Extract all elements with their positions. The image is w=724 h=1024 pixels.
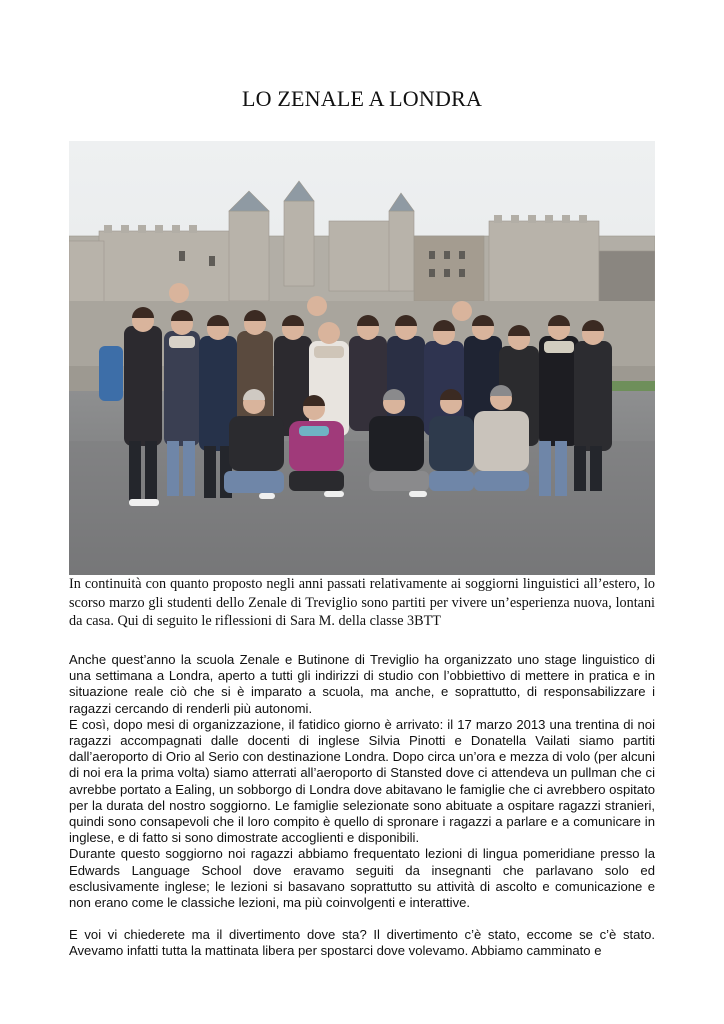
- page-title: LO ZENALE A LONDRA: [241, 86, 483, 111]
- paragraph: E voi vi chiederete ma il divertimento dove sta? Il divertimento c’è stato, eccome se c’è stato. Avevamo infatti tutta la mattinata libera per spostarci dove volevamo. Abbiamo camminato e: [69, 927, 655, 959]
- paragraph: E così, dopo mesi di organizzazione, il fatidico giorno è arrivato: il 17 marzo 2013 una trentina di noi ragazzi accompagnati dalle docenti di inglese Silvia Pinotti e Donatella Vailati siamo partiti dall’aeroporto di Orio al Serio con destinazione Londra. Dopo circa un’ora e mezza di volo (per alcuni di noi era la prima volta) siamo atterrati all’aeroporto di Stansted dove ci attendeva un pullman che ci avrebbe portato a Ealing, un sobborgo di Londra dove abitavano le famiglie che ci avrebbero ospitato per la durata del nostro soggiorno. Le famiglie selezionate sono abituate a ospitare ragazzi stranieri, quindi sono consapevoli che il loro compito è quello di spronare i ragazzi a parlare e a comunicare in inglese, e di fatto si sono dimostrate accoglienti e disponibili.: [69, 716, 655, 846]
- article-body: [69, 652, 655, 960]
- paragraph: Anche quest’anno la scuola Zenale e Butinone di Treviglio ha organizzato uno stage linguistico di una settimana a Londra, aperto a tutti gli indirizzi di studio con l’obbiettivo di mettere in pratica e in situazione reale ciò che si è imparato a scuola, ma anche, e soprattutto, di responsabilizzare i ragazzi cercando di renderli più autonomi.: [69, 652, 655, 716]
- intro-paragraph: In continuità con quanto proposto negli anni passati relativamente ai soggiorni linguistici all’estero, lo scorso marzo gli studenti dello Zenale di Treviglio sono partiti per vivere un’esperienza nuova, lontani da casa. Qui di seguito le riflessioni di Sara M. della classe 3BTT: [69, 576, 655, 629]
- group-photo: [69, 141, 655, 575]
- paragraph: Durante questo soggiorno noi ragazzi abbiamo frequentato lezioni di lingua pomeridiane presso la Edwards Language School dove eravamo seguiti da insegnanti che parlavano solo ed esclusivamente inglese; le lezioni si basavano soprattutto su attività di ascolto e comunicazione e non erano come le classiche lezioni, ma più coinvolgenti e interattive.: [69, 846, 655, 911]
